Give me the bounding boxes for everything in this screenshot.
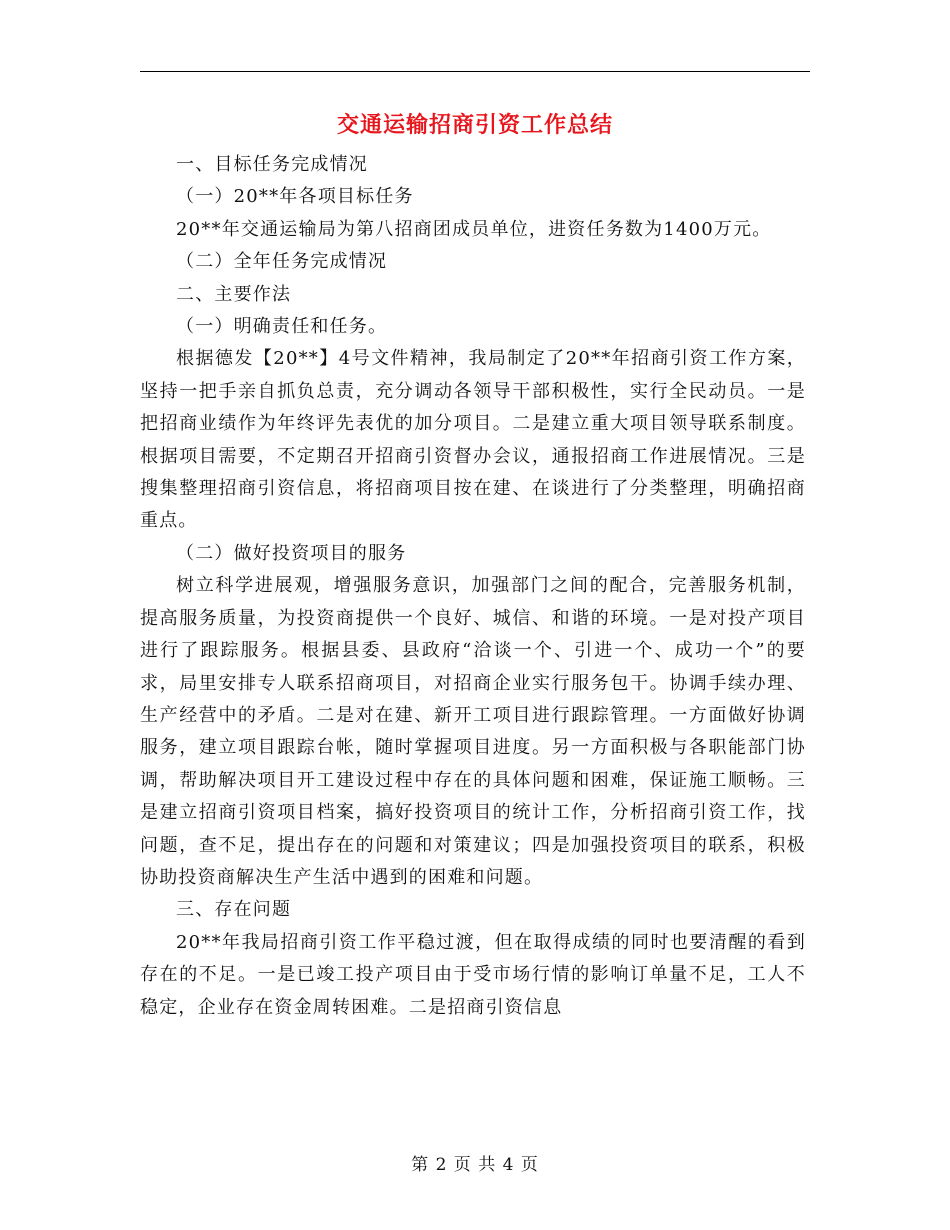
paragraph-targets: 20**年交通运输局为第八招商团成员单位，进资任务数为1400万元。 — [176, 218, 772, 240]
subsection-heading-service: （二）做好投资项目的服务 — [176, 542, 407, 564]
section-heading-goals: 一、目标任务完成情况 — [176, 154, 368, 175]
paragraph-service: 树立科学进展观，增强服务意识，加强部门之间的配合，完善服务机制，提高服务质量，为投资商提供一个良好、城信、和谐的环境。一是对投产项目进行了跟踪服务。根据县委、县政府“洽谈一个、引进一个、成功一个”的要求，局里安排专人联系招商项目，对招商企业实行服务包干。协调手续办理、生产经营中的矛盾。二是对在建、新开工项目进行跟踪管理。一方面做好协调服务，建立项目跟踪台帐，随时掌握项目进度。另一方面积极与各职能部门协调，帮助解决项目开工建设过程中存在的具体问题和困难，保证施工顺畅。三是建立招商引资项目档案，搞好投资项目的统计工作，分析招商引资工作，找问题，查不足，提出存在的问题和对策建议；四是加强投资项目的联系，积极协助投资商解决生产生活中遇到的困难和问题。 — [140, 575, 806, 888]
subsection-heading-completion: （二）全年任务完成情况 — [176, 251, 388, 273]
subsection-heading-targets: （一）20**年各项目标任务 — [176, 186, 414, 208]
paragraph-problems: 20**年我局招商引资工作平稳过渡，但在取得成绩的同时也要清醒的看到存在的不足。一是已竣工投产项目由于受市场行情的影响订单量不足，工人不稳定，企业存在资金周转困难。二是招商引资信息 — [140, 931, 806, 1018]
document-body — [140, 149, 806, 1024]
document-title: 交通运输招商引资工作总结 — [336, 112, 613, 138]
header-rule — [140, 71, 810, 72]
paragraph-responsibility: 根据德发【20**】4号文件精神，我局制定了20**年招商引资工作方案，坚持一把手亲自抓负总责，充分调动各领导干部积极性，实行全民动员。一是把招商业绩作为年终评先表优的加分项目。二是建立重大项目领导联系制度。根据项目需要，不定期召开招商引资督办会议，通报招商工作进展情况。三是搜集整理招商引资信息，将招商项目按在建、在谈进行了分类整理，明确招商重点。 — [140, 348, 806, 532]
subsection-heading-responsibility: （一）明确责任和任务。 — [176, 316, 388, 338]
section-heading-problems: 三、存在问题 — [176, 899, 292, 921]
page-footer: 第 2 页 共 4 页 — [411, 1155, 539, 1175]
section-heading-methods: 二、主要作法 — [176, 283, 292, 305]
